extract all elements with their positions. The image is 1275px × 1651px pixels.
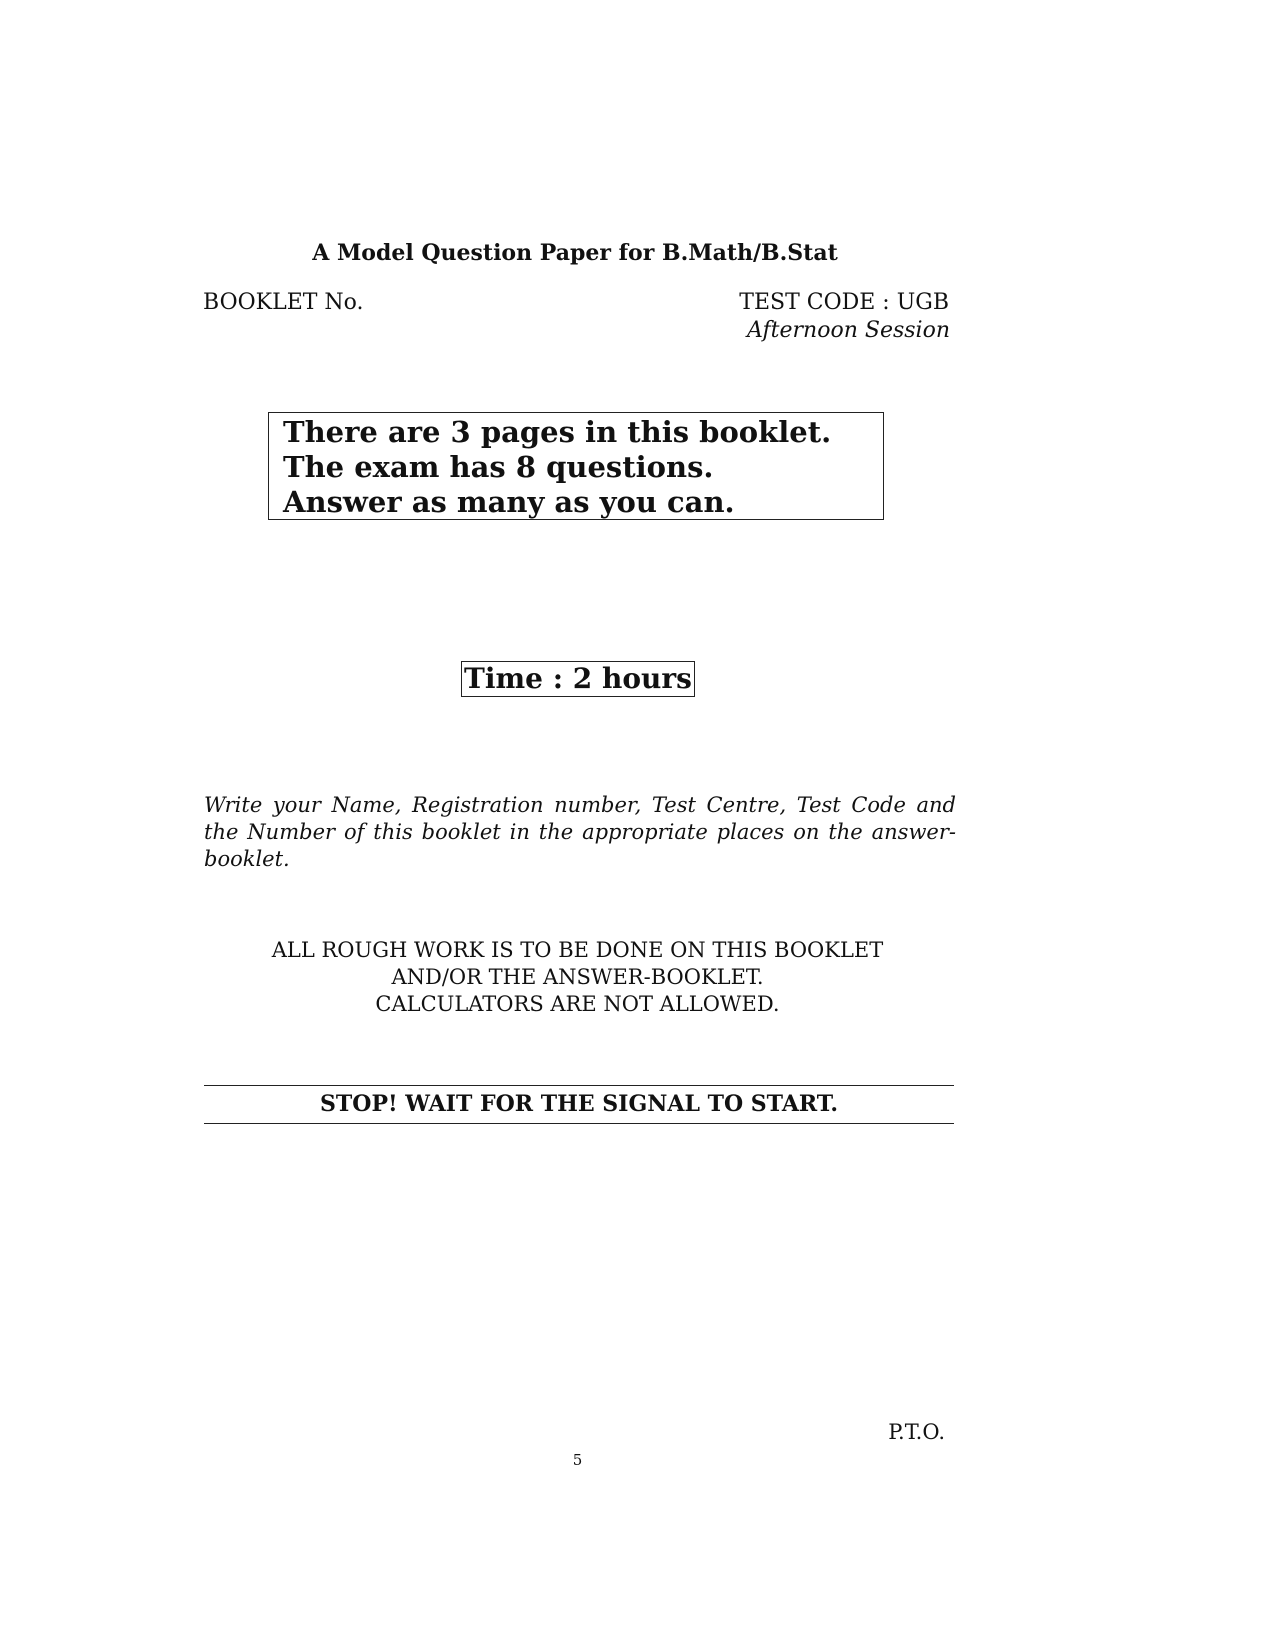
- document-title: A Model Question Paper for B.Math/B.Stat: [312, 240, 838, 266]
- info-line-questions: The exam has 8 questions.: [283, 450, 714, 484]
- info-line-pages: There are 3 pages in this booklet.: [283, 415, 832, 449]
- time-box: Time : 2 hours: [461, 661, 695, 697]
- pto-label: P.T.O.: [888, 1420, 945, 1444]
- page-number: 5: [572, 1451, 583, 1469]
- instruction-text: Write your Name, Registration number, Test Centre, Test Code and the Number of this booklet in the appropriate places on the answer-booklet.: [204, 793, 956, 871]
- test-code: TEST CODE : UGB: [739, 290, 949, 315]
- rough-work-line-3: CALCULATORS ARE NOT ALLOWED.: [375, 992, 780, 1016]
- stop-notice: STOP! WAIT FOR THE SIGNAL TO START.: [320, 1091, 838, 1117]
- session-label: Afternoon Session: [747, 318, 950, 343]
- rough-work-line-1: ALL ROUGH WORK IS TO BE DONE ON THIS BOOKLET: [271, 938, 884, 962]
- booklet-info-box: [268, 412, 884, 520]
- rough-work-notice: [0, 937, 1155, 1018]
- bottom-divider: [204, 1123, 954, 1124]
- info-line-answer: Answer as many as you can.: [283, 485, 735, 519]
- top-divider: [204, 1085, 954, 1086]
- rough-work-line-2: AND/OR THE ANSWER-BOOKLET.: [391, 965, 764, 989]
- booklet-number-label: BOOKLET No.: [203, 290, 364, 315]
